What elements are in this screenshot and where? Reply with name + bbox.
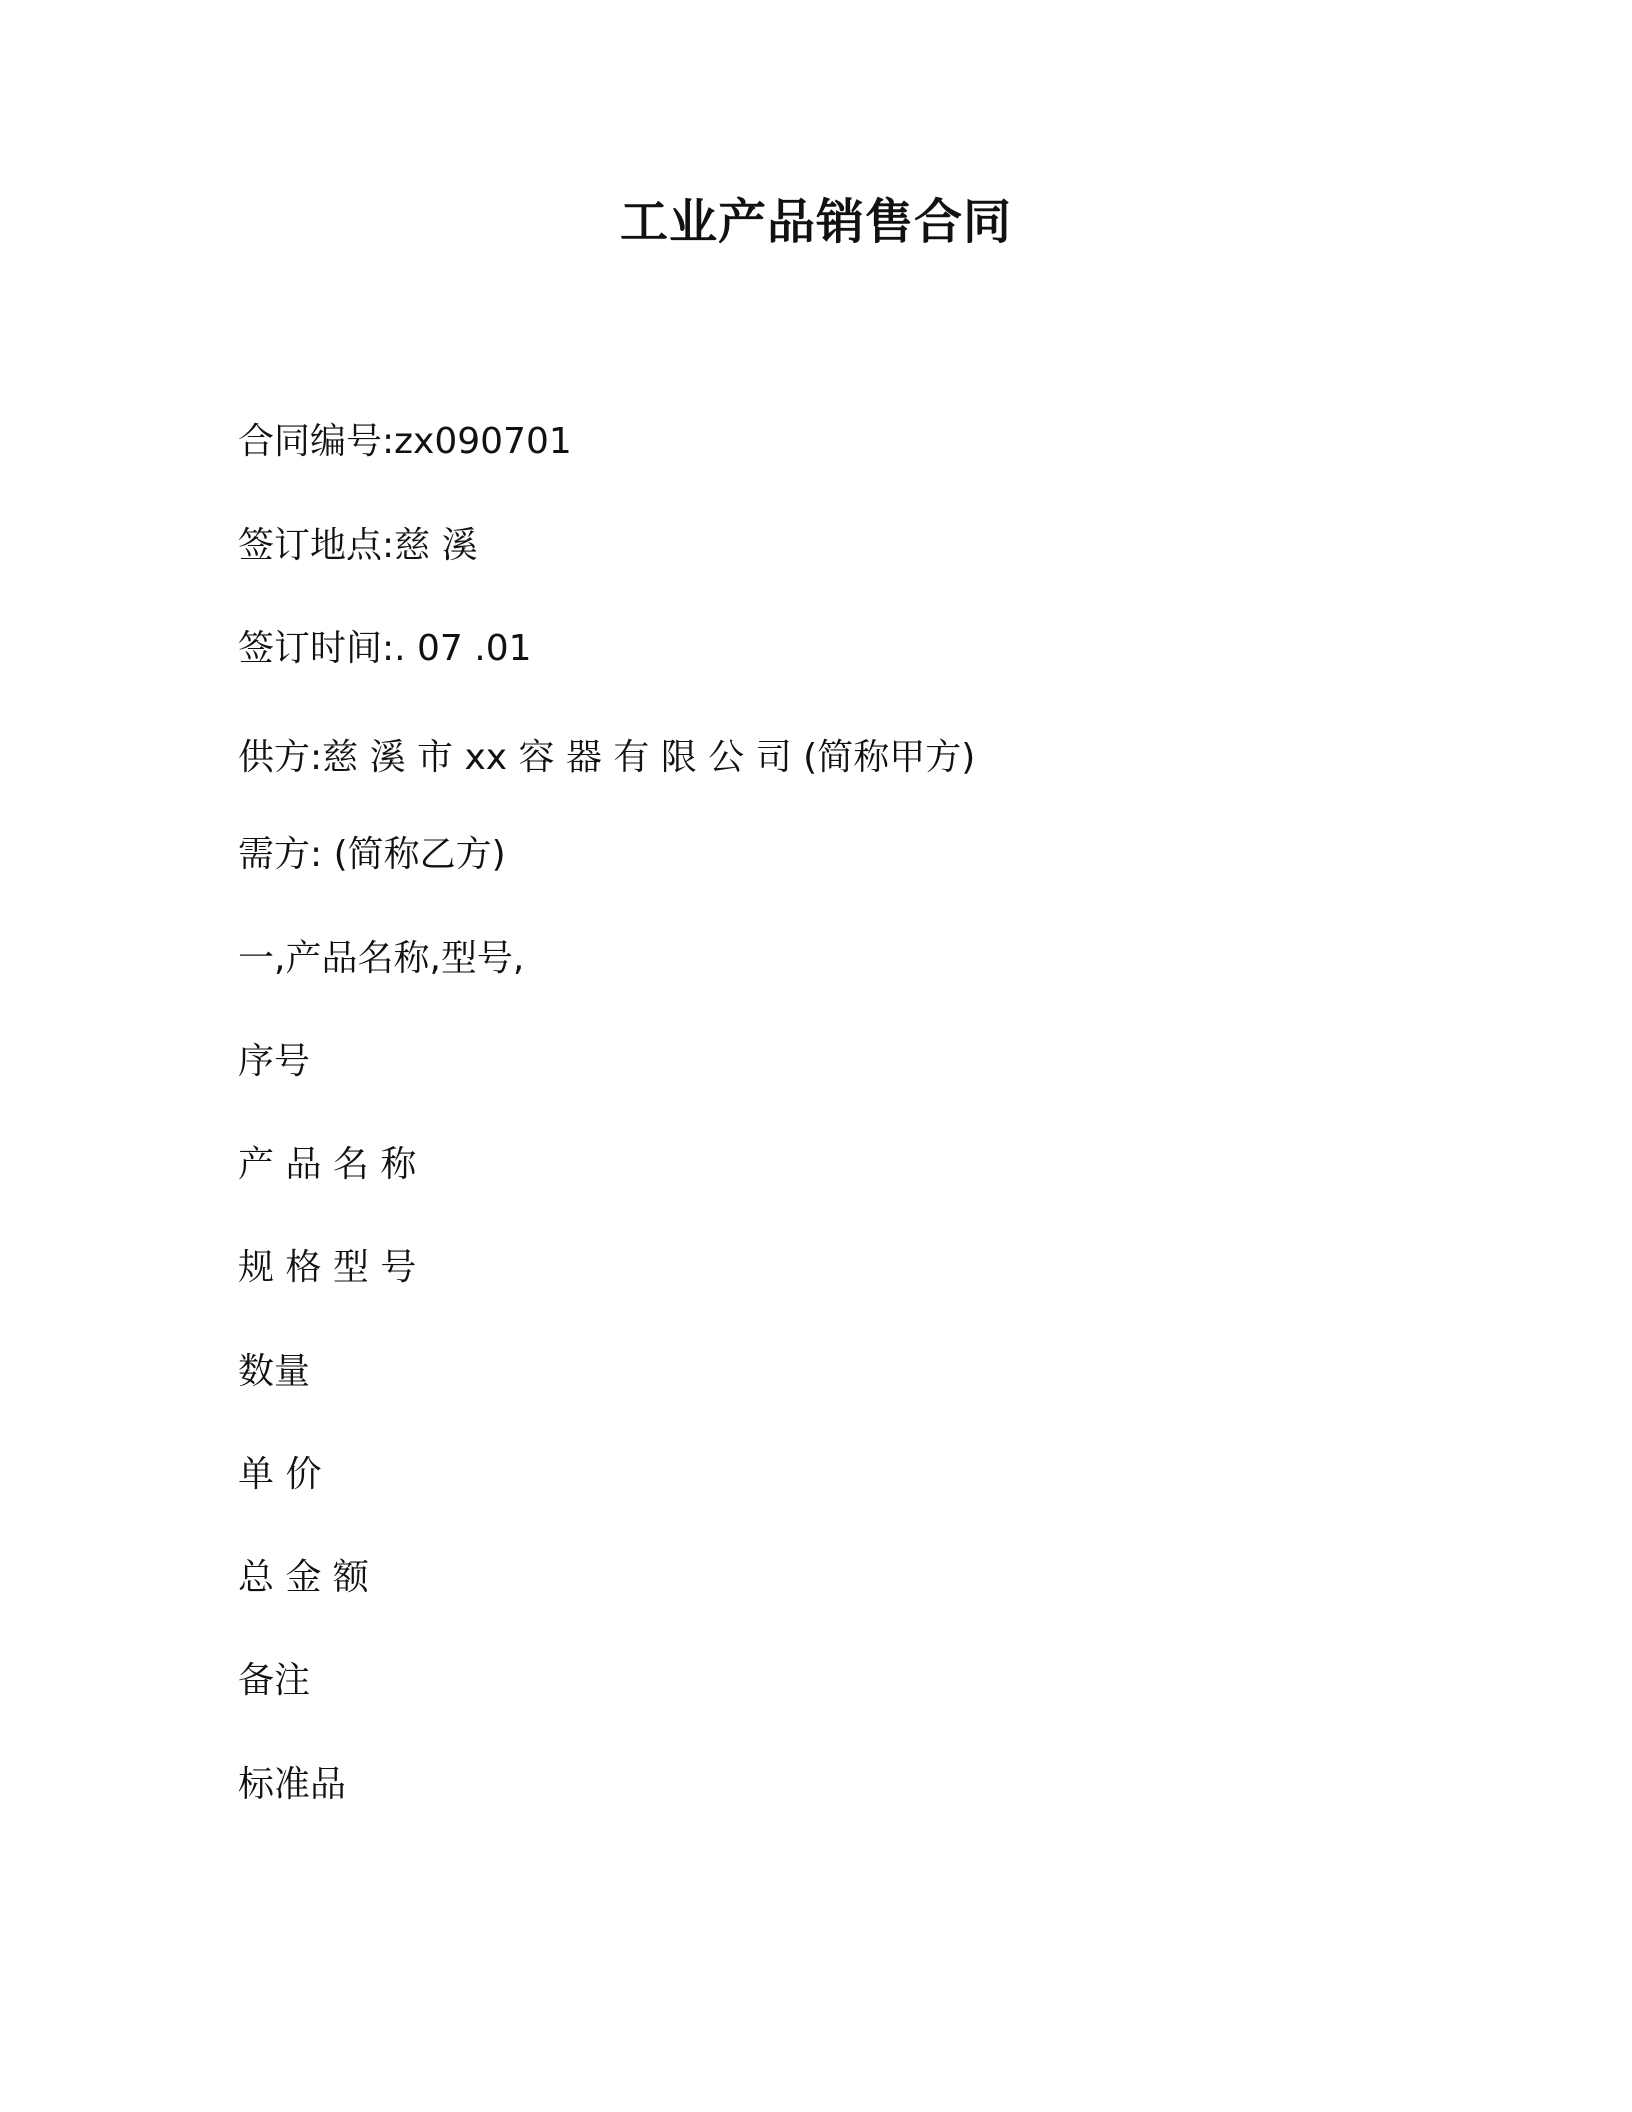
column-label-standard-product: 标准品 (238, 1764, 347, 1805)
contract-number: 合同编号:zx090701 (238, 421, 572, 462)
column-label-remarks: 备注 (238, 1660, 311, 1701)
column-label-quantity: 数量 (238, 1351, 311, 1392)
column-label-unit-price: 单 价 (238, 1454, 322, 1495)
sign-place: 签订地点:慈 溪 (238, 525, 478, 566)
column-label-model: 规 格 型 号 (238, 1247, 417, 1288)
column-label-product-name: 产 品 名 称 (238, 1144, 417, 1185)
column-label-total-amount: 总 金 额 (238, 1557, 369, 1598)
buyer-line: 需方: (简称乙方) (238, 834, 506, 875)
sign-time: 签订时间:. 07 .01 (238, 628, 532, 669)
document-title: 工业产品销售合同 (619, 194, 1012, 250)
supplier-line: 供方:慈 溪 市 xx 容 器 有 限 公 司 (简称甲方) (238, 737, 976, 778)
column-label-serial: 序号 (238, 1041, 311, 1082)
section-1-heading: 一,产品名称,型号, (238, 938, 525, 979)
